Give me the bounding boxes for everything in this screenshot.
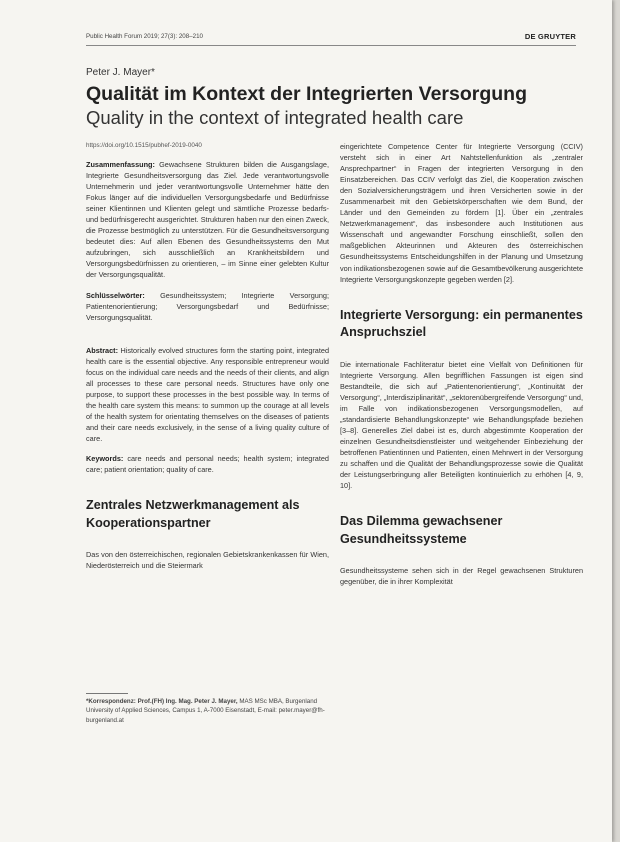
section-heading-netzwerk: Zentrales Netzwerkmanagement als Kooperationspartner <box>86 498 300 530</box>
zusammenfassung-text: Gewachsene Strukturen bilden die Ausgangslage, Integrierte Gesundheitsversorgung das Ziel. Jede verantwortungsvolle Unternehmerin und jeder verantwortungsvolle Unternehmer hätte den Fokus länger auf die individuellen Versorgungsbedarfe und Bedürfnisse seiner Klientinnen und Klienten gelegt und sämtliche Prozesse bedarfs- und bedürfnisgerecht ausgerichtet. Strukturen haben nur den einen Zweck, die Prozesse bestmöglich zu unterstützen. Für die Gesundheitsversorgung bedeutet dies: Auf allen Ebenen des Gesundheitssystems den Mut aufzubringen, sich ausschließlich an Krankheitsbildern und Versorgungsbedürfnissen zu orientieren, – im Sinne einer gelebten Kultur der Versorgungsqualität. <box>86 160 330 280</box>
footnote-rule <box>86 693 128 694</box>
schluesselwoerter-label: Schlüsselwörter: <box>86 290 145 300</box>
journal-citation: Public Health Forum 2019; 27(3): 208–210 <box>86 33 203 40</box>
doi-link[interactable]: https://doi.org/10.1515/pubhef-2019-0040 <box>86 142 202 149</box>
left-column <box>86 141 329 571</box>
right-column <box>340 141 583 587</box>
zusammenfassung-label: Zusammenfassung: <box>86 160 155 169</box>
publisher-logo: DE GRUYTER <box>524 32 576 41</box>
running-head <box>86 33 576 45</box>
section-heading-integrierte: Integrierte Versorgung: ein permanentes Anspruchsziel <box>340 307 583 340</box>
title-german: Qualität im Kontext der Integrierten Versorgung <box>86 83 527 105</box>
abstract-paragraph <box>86 345 329 444</box>
title-english: Quality in the context of integrated health care <box>86 107 464 128</box>
integrierte-paragraph: Die internationale Fachliteratur bietet eine Vielfalt von Definitionen für Integrierte Versorgung. Allen begrifflichen Fassungen ist eigen sind Bestandteile, die sich auf „Patientenorientierung“, „Kontinuität der Versorgung“, „Interdisziplinarität“, „sektorenübergreifende Versorgung“ und, im Falle von indikationsbezogenen Versorgungsmodellen, auf „standardisierte Behandlungskonzepte“ wie Behandlungspfade beziehen [3–8]. Generelles Ziel dabei ist es, durch abgestimmte Kooperation der einzelnen Gesundheitsdienstleister und weitgehender Einbeziehung der betroffenen Patientinnen und Patienten, einen Mehrwert in der Versorgung zu schaffen und die Qualität der Behandlungsprozesse sowie die Qualität der Leistungserbringung aller Beteiligten kontinuierlich zu erhöhen [4, 9, 10]. <box>340 359 583 491</box>
dilemma-paragraph: Gesundheitssysteme sehen sich in der Regel gewachsenen Strukturen gegenüber, die in ihrer Komplexität <box>340 566 583 587</box>
netzwerk-paragraph: Das von den österreichischen, regionalen Gebietskrankenkassen für Wien, Niederösterreich und die Steiermark <box>86 550 329 571</box>
section-heading-dilemma: Das Dilemma gewachsener Gesundheitssysteme <box>340 514 503 546</box>
cciv-paragraph: eingerichtete Competence Center für Integrierte Versorgung (CCIV) versteht sich in einer Art Nahtstellenfunktion als „zentraler Ansprechpartner“ in Fragen der integrierten Versorgung in den Einsatzbereichen. Das CCIV verfolgt das Ziel, die Kooperation zwischen den Sozialversicherungsträgern und ihren Versicherten sowie in der Zusammenarbeit mit den Gebietskörperschaften wie dem Bund, der Länder und den Gemeinden zu fördern [1]. Über ein „zentrales Netzwerkmanagement“, das insbesondere auch Institutionen aus Wissenschaft und angewandter Forschung einschließt, sollen den maßgeblichen Akteurinnen und Akteuren des österreichischen Gesundheitssystems Entscheidungshilfen in der Planung und Umsetzung von indikationsbezogenen sowie auf die Gesamtbevölkerung ausgerichtete Integrierte Versorgungskonzepte gegeben werden [2]. <box>340 142 583 284</box>
zusammenfassung-paragraph <box>86 159 329 281</box>
keywords-paragraph <box>86 453 329 475</box>
header-rule <box>86 45 576 46</box>
abstract-text: Historically evolved structures form the starting point, integrated health care is the essential objective. Any responsible entrepreneur would focus on the individual care needs and the needs of their clients, and align all processes to these care personal needs. Structures have only one purpose, to support these processes in the best possible way. In terms of the health care system this means: to summon up the courage at all levels of the health system for orientating themselves on the diseases of patients and their care needs exclusively, in the sense of a living quality culture of care. <box>86 345 330 444</box>
author-name: Peter J. Mayer* <box>86 67 155 78</box>
footnote-text: MAS MSc MBA, Burgenland University of Applied Sciences, Campus 1, A-7000 Eisenstadt, E-mail: peter.mayer@fh-burgenland.at <box>86 698 325 724</box>
correspondence-footnote <box>86 693 329 725</box>
keywords-text: care needs and personal needs; health system; integrated care; patient orientation; quality of care. <box>86 454 329 475</box>
abstract-label: Abstract: <box>86 345 119 355</box>
schluesselwoerter-paragraph <box>86 290 329 323</box>
footnote-label: *Korrespondenz: Prof.(FH) Ing. Mag. Peter J. Mayer, <box>86 698 238 705</box>
schluesselwoerter-text: Gesundheitssystem; Integrierte Versorgung; Patientenorientierung; Versorgungsbedarf und Bedürfnisse; Versorgungsqualität. <box>86 290 329 322</box>
keywords-label: Keywords: <box>86 454 124 464</box>
